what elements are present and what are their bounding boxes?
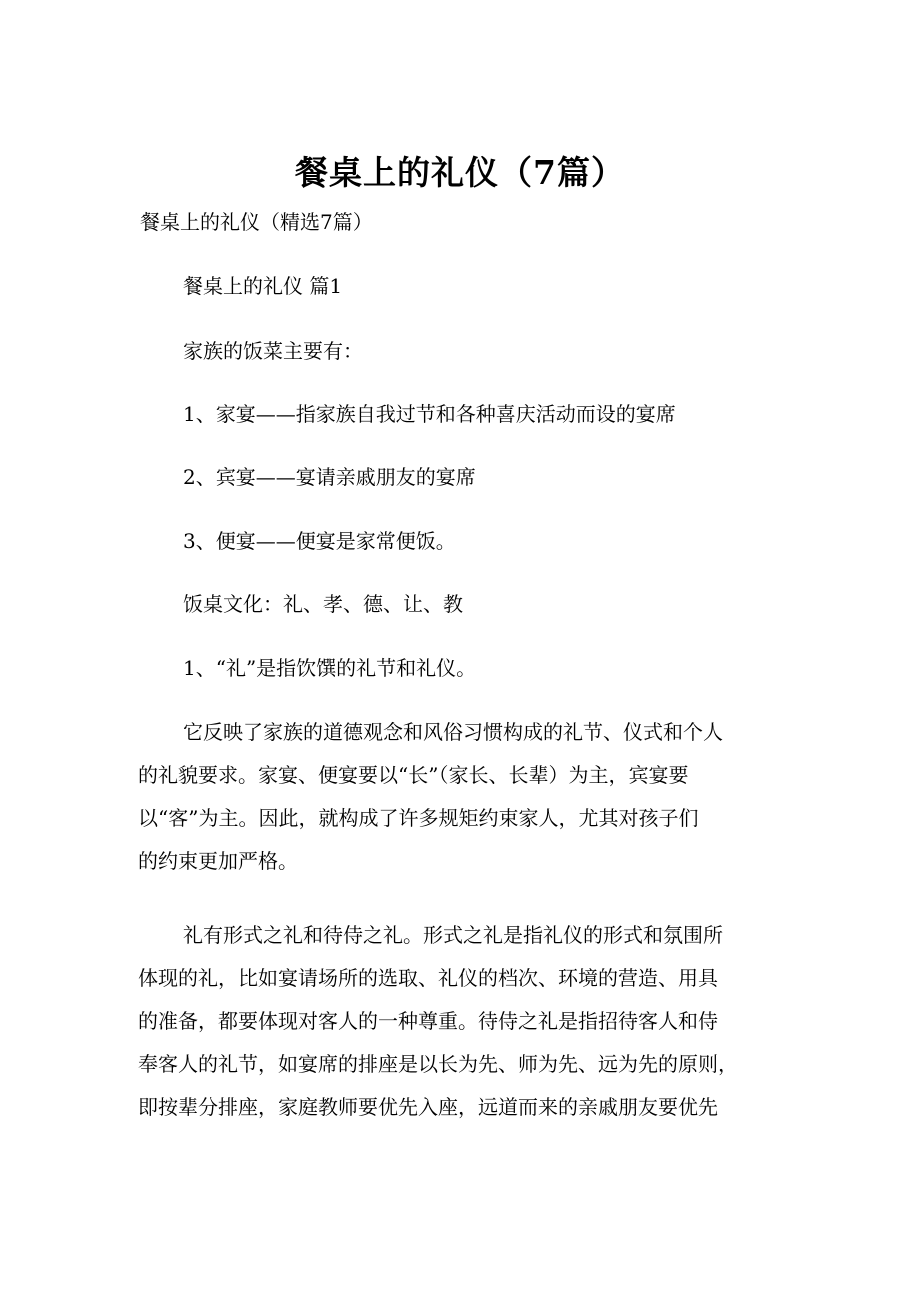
list-item: 1、家宴——指家族自我过节和各种喜庆活动而设的宴席	[183, 402, 676, 426]
list-item: 1、“礼”是指饮馔的礼节和礼仪。	[183, 656, 477, 680]
document-subtitle: 餐桌上的礼仪（精选7篇）	[140, 210, 373, 234]
paragraph-line: 以“客”为主。因此，就构成了许多规矩约束家人，尤其对孩子们	[138, 806, 699, 830]
section-heading: 餐桌上的礼仪 篇1	[183, 274, 343, 298]
paragraph-line: 奉客人的礼节，如宴席的排座是以长为先、师为先、远为先的原则，	[138, 1052, 738, 1076]
text-line: 饭桌文化：礼、孝、德、让、教	[183, 592, 463, 616]
paragraph-line: 它反映了家族的道德观念和风俗习惯构成的礼节、仪式和个人	[183, 720, 723, 744]
list-item: 2、宾宴——宴请亲戚朋友的宴席	[183, 465, 476, 489]
paragraph-line: 即按辈分排座，家庭教师要优先入座，远道而来的亲戚朋友要优先	[138, 1095, 718, 1119]
list-item: 3、便宴——便宴是家常便饭。	[183, 529, 456, 553]
paragraph-line: 体现的礼，比如宴请场所的选取、礼仪的档次、环境的营造、用具	[138, 966, 718, 990]
document-title: 餐桌上的礼仪（7篇）	[295, 153, 625, 192]
paragraph	[138, 711, 818, 883]
paragraph-line: 礼有形式之礼和待侍之礼。形式之礼是指礼仪的形式和氛围所	[183, 923, 723, 947]
paragraph-line: 的约束更加严格。	[138, 849, 298, 873]
paragraph-line: 的礼貌要求。家宴、便宴要以“长”（家长、长辈）为主，宾宴要	[138, 763, 689, 787]
text-line: 家族的饭菜主要有：	[183, 339, 363, 363]
paragraph-line: 的准备，都要体现对客人的一种尊重。待侍之礼是指招待客人和侍	[138, 1009, 718, 1033]
paragraph	[138, 914, 818, 1129]
